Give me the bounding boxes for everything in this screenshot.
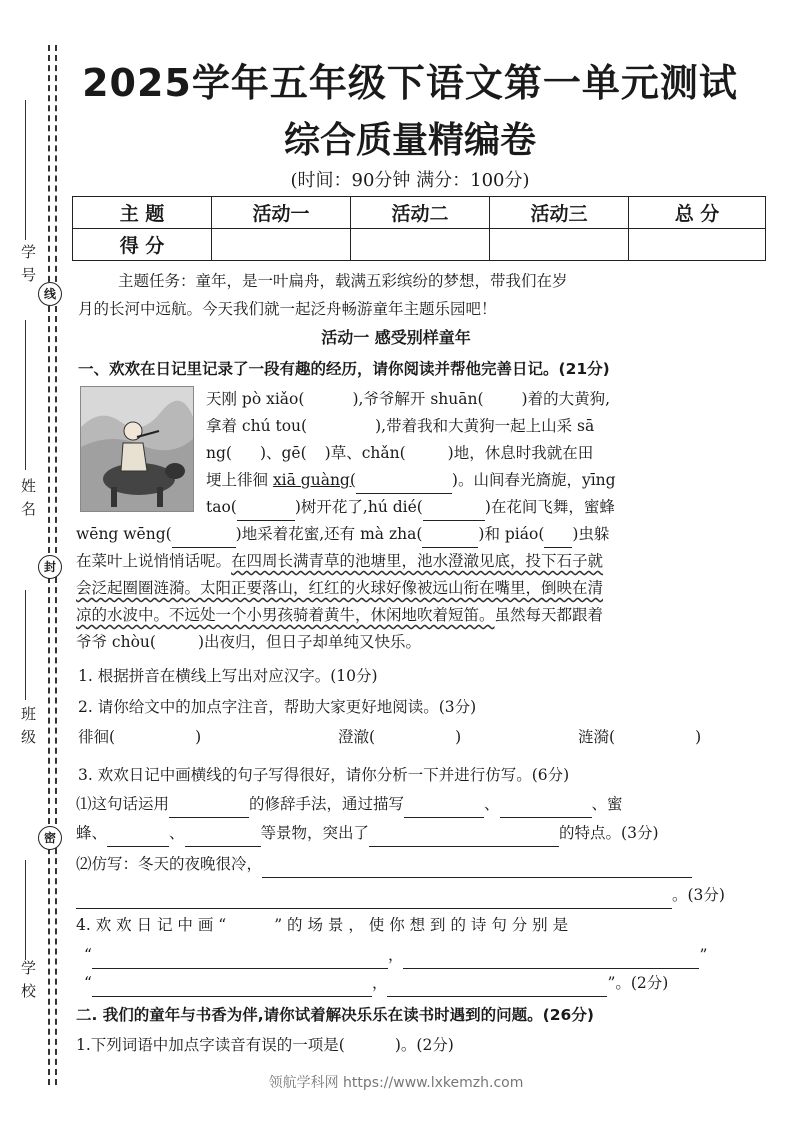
score-cell-activity2[interactable] [351,229,490,261]
score-table-header-row [73,197,766,229]
header-cell-total: 总 分 [629,197,766,229]
name-label: 姓名 [19,478,37,524]
phonetic-blank[interactable] [115,733,195,751]
diary-text: )地采着花蜜,还有 mà zha( [235,525,423,543]
binding-line [25,860,26,960]
diary-wavy-text: 在四周长满青草的池塘里，池水澄澈见底，投下石子就 [231,552,604,570]
diary-text: ng( [206,444,232,462]
diary-text: 拿着 chú tou( [206,417,308,435]
diary-text: )在花间飞舞，蜜蜂 [484,498,615,516]
binding-line [25,100,26,240]
q-text: ， [387,946,404,964]
pinyin-blank[interactable] [307,422,375,440]
sub4-line2 [84,942,707,969]
poem-blank[interactable] [92,950,388,969]
score-cell-total[interactable] [629,229,766,261]
sub3-line-a [76,791,623,818]
header-cell-activity3: 活动三 [490,197,629,229]
school-label: 学校 [19,960,37,1006]
sub-question-2: 2. 请你给文中的加点字注音，帮助大家更好地阅读。(3分) [78,698,477,716]
diary-line5 [206,494,615,521]
sub-question-3: 3. 欢欢日记中画横线的句子写得很好，请你分析一下并进行仿写。(6分) [78,766,570,784]
word-text: 徘徊( [78,728,116,746]
header-cell-activity2: 活动二 [351,197,490,229]
pinyin-blank[interactable] [356,475,452,494]
q-text: ⑵仿写：冬天的夜晚很冷， [76,855,263,873]
q-text: 、 [169,824,185,842]
pinyin-blank[interactable] [172,529,236,548]
q-text: 4. 欢 欢 日 记 中 画 “ [76,916,227,934]
section2-q1 [76,1032,454,1059]
pinyin-blank[interactable] [544,529,572,548]
score-table-score-row [73,229,766,261]
binding-circle-feng: 封 [38,555,62,579]
phonetic-blank[interactable] [615,733,695,751]
diary-text: ),带着我和大黄狗一起上山采 sā [375,417,595,435]
diary-line3 [206,440,593,467]
q-text: “ [84,974,92,992]
sub3-line-d [76,882,725,909]
answer-blank[interactable] [404,799,484,818]
pinyin-blank[interactable] [422,529,478,548]
pinyin-blank[interactable] [232,449,260,467]
choice-blank[interactable] [345,1041,395,1059]
q-text: 。(3分) [672,886,725,904]
footer-watermark: 领航学科网 https://www.lxkemzh.com [268,1075,524,1091]
diary-text: 爷爷 chòu( [76,633,156,651]
word-text: ) [695,728,702,746]
pinyin-blank[interactable] [406,449,448,467]
q-text: 的修辞手法，通过描写 [249,795,405,813]
score-cell-activity1[interactable] [212,229,351,261]
pinyin-blank[interactable] [423,502,485,521]
q-text: ⑴这句话运用 [76,795,170,813]
diary-text: wēng wēng( [76,525,172,543]
question1-title: 一、欢欢在日记里记录了一段有趣的经历，请你阅读并帮他完善日记。(21分) [78,360,610,378]
q-text: 1.下列词语中加点字读音有误的一项是( [76,1036,345,1054]
diary-line10 [76,629,421,656]
q-text: 的特点。(3分) [559,824,659,842]
diary-line6 [76,521,609,548]
phonetic-blank[interactable] [375,733,455,751]
q-text: ” 的 场 景 ， 使 你 想 到 的 诗 句 分 别 是 [274,916,569,934]
diary-line7 [76,548,603,575]
diary-text: 虽然每天都跟着 [494,606,604,624]
diary-text: )虫躲 [572,525,610,543]
diary-line9 [76,602,603,629]
answer-blank[interactable] [500,799,592,818]
diary-wavy-text: 凉的水波中。不远处一个小男孩骑着黄牛，休闲地吹着短笛。 [76,606,495,624]
section2-title: 二. 我们的童年与书香为伴,请你试着解决乐乐在读书时遇到的问题。(26分) [76,1006,594,1024]
diary-text: 。山间春光旖旎，yīng [457,471,616,489]
diary-text: ) [451,471,458,489]
answer-blank[interactable] [107,828,169,847]
binding-circle-xian: 线 [38,282,62,306]
pinyin-blank[interactable] [156,638,198,656]
pinyin-blank[interactable] [307,449,325,467]
diary-text: )地，休息时我就在田 [447,444,594,462]
answer-blank[interactable] [369,828,559,847]
q-text: )。(2分) [394,1036,454,1054]
diary-text: ),爷爷解开 shuān( [352,390,484,408]
diary-text: )树开花了,hú dié( [294,498,423,516]
diary-line4 [206,467,616,494]
diary-text: )和 piáo( [478,525,545,543]
diary-line2 [206,413,594,440]
poem-blank[interactable] [387,978,607,997]
diary-text: )草、chǎn( [324,444,406,462]
sub2-item-chengche [338,724,461,751]
q-text: 、 [484,795,500,813]
score-table [72,196,766,261]
q-text: 蜂、 [76,824,108,842]
sub-question-4 [76,912,568,939]
diary-text: 天刚 pò xiǎo( [206,390,305,408]
pinyin-blank[interactable] [304,395,352,413]
diary-text: )着的大黄狗, [521,390,611,408]
q-text: ”。(2分) [607,974,669,992]
poem-blank[interactable] [92,978,372,997]
sub2-item-paihuai [78,724,201,751]
poem-blank[interactable] [403,950,699,969]
answer-blank[interactable] [169,799,249,818]
q-text: ” [699,946,708,964]
activity1-heading: 活动一 感受别样童年 [321,328,471,347]
class-label: 班级 [19,706,37,752]
answer-blank[interactable] [76,890,672,909]
diary-text: )、gē( [259,444,307,462]
word-text: ) [455,728,462,746]
score-row-label: 得 分 [73,229,212,261]
answer-blank[interactable] [262,859,692,878]
sub3-line-c [76,851,692,878]
sub-question-1: 1. 根据拼音在横线上写出对应汉字。(10分) [78,667,378,685]
q-text: 等景物，突出了 [260,824,370,842]
pinyin-blank[interactable] [484,395,522,413]
diary-line1 [206,386,610,413]
q-text: “ [84,946,92,964]
exam-subtitle: 综合质量精编卷 [283,120,536,161]
sub4-line3 [84,970,668,997]
sub3-line-b [76,820,659,847]
header-cell-activity1: 活动一 [212,197,351,229]
q-text: ， [371,974,388,992]
student-id-label: 学号 [19,244,37,290]
intro-line2: 月的长河中远航。今天我们就一起泛舟畅游童年主题乐园吧！ [78,300,497,318]
intro-line1: 主题任务：童年，是一叶扁舟，载满五彩缤纷的梦想，带我们在岁 [118,272,568,290]
header-cell-theme: 主 题 [73,197,212,229]
diary-text: xiā guàng( [272,471,356,489]
q-text: 、蜜 [591,795,623,813]
word-text: 澄澈( [338,728,376,746]
answer-blank[interactable] [185,828,261,847]
score-cell-activity3[interactable] [490,229,629,261]
diary-line8: 会泛起圈圈涟漪。太阳正要落山，红红的火球好像被远山衔在嘴里，倒映在清 [76,579,604,597]
pinyin-blank[interactable] [237,502,295,521]
diary-text: )出夜归，但日子却单纯又快乐。 [197,633,422,651]
boy-on-ox-illustration [80,386,194,512]
diary-text: 在菜叶上说悄悄话呢。 [76,552,232,570]
exam-title: 2025学年五年级下语文第一单元测试 [82,61,738,105]
word-text: ) [195,728,202,746]
diary-text: 埂上徘徊 [206,471,273,489]
sub2-item-lianyi [578,724,701,751]
diary-text: tao( [206,498,237,516]
word-text: 涟漪( [578,728,616,746]
binding-circle-mi: 密 [38,826,62,850]
binding-line [25,590,26,700]
time-info: (时间：90分钟 满分：100分) [290,170,530,191]
